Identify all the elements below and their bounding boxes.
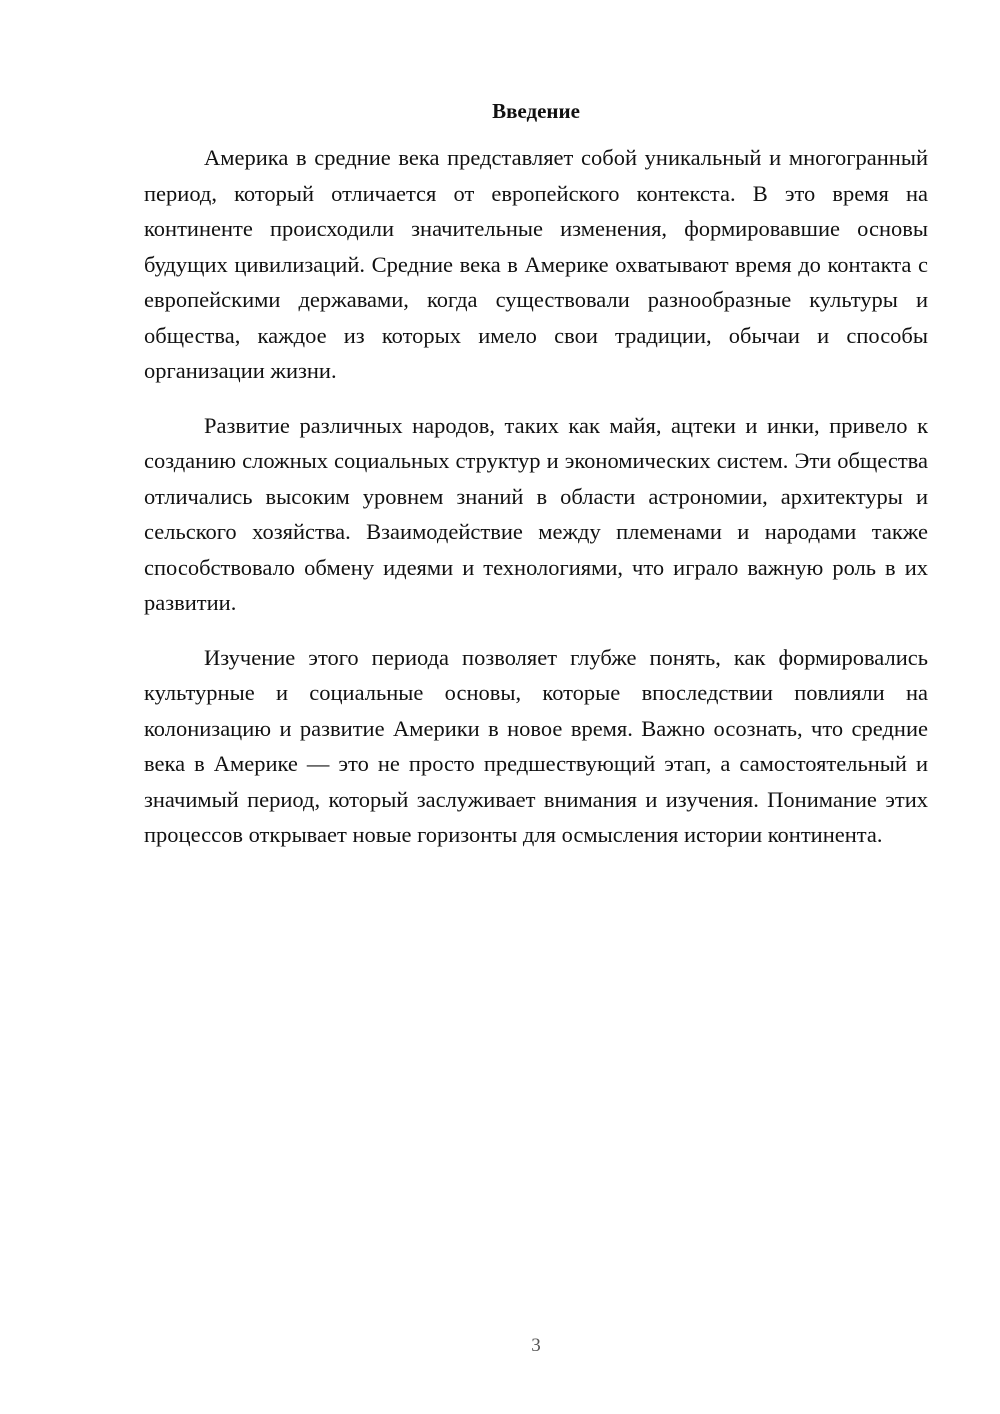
page-content: [144, 96, 928, 872]
page-title: Введение: [492, 99, 580, 123]
paragraph-2: Развитие различных народов, таких как майя, ацтеки и инки, привело к созданию сложных социальных структур и экономических систем. Эти общества отличались высоким уровнем знаний в области астрономии, архитектуры и сельского хозяйства. Взаимодействие между племенами и народами также способствовало обмену идеями и технологиями, что играло важную роль в их развитии.: [144, 412, 928, 615]
paragraph-3: Изучение этого периода позволяет глубже понять, как формировались культурные и социальные основы, которые впоследствии повлияли на колонизацию и развитие Америки в новое время. Важно осознать, что средние века в Америке — это не просто предшествующий этап, а самостоятельный и значимый период, который заслуживает внимания и изучения. Понимание этих процессов открывает новые горизонты для осмысления истории континента.: [144, 644, 928, 847]
page-number: 3: [531, 1335, 541, 1356]
paragraph-1: Америка в средние века представляет собой уникальный и многогранный период, который отличается от европейского контекста. В это время на континенте происходили значительные изменения, формировавшие основы будущих цивилизаций. Средние века в Америке охватывают время до контакта с европейскими державами, когда существовали разнообразные культуры и общества, каждое из которых имело свои традиции, обычаи и способы организации жизни.: [144, 145, 928, 383]
